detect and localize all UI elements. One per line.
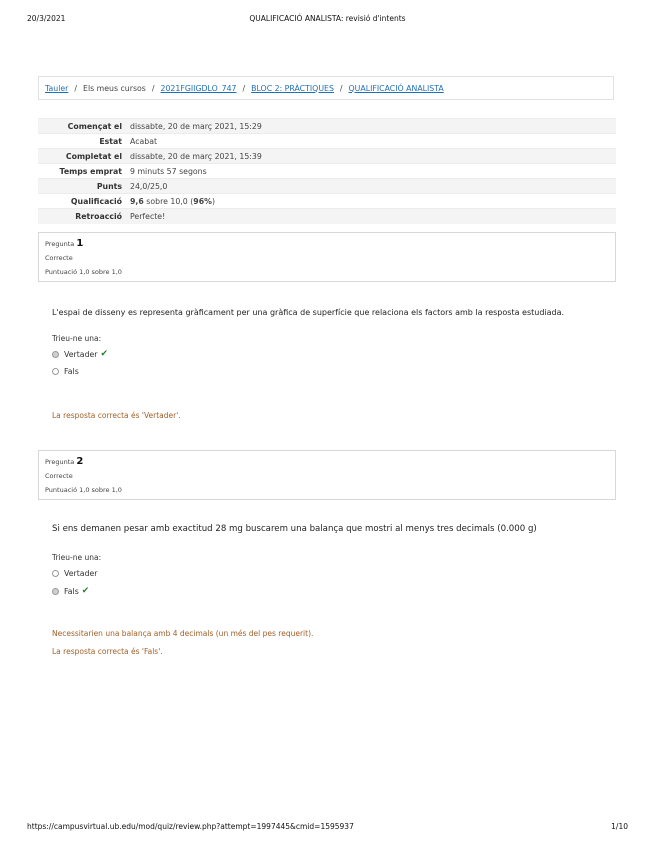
summary-label: Estat — [38, 134, 126, 149]
option-label: Fals — [64, 586, 79, 596]
question-1-text: L'espai de disseny es representa gràficament per una gràfica de superfície que relaciona els factors amb la resposta estudiada. — [52, 308, 565, 317]
question-number: 2 — [76, 456, 84, 467]
print-url: https://campusvirtual.ub.edu/mod/quiz/review.php?attempt=1997445&cmid=1595937 — [27, 822, 354, 831]
breadcrumb-link-section[interactable]: BLOC 2: PRÀCTIQUES — [251, 83, 334, 93]
radio-unselected[interactable] — [52, 570, 59, 577]
summary-row — [38, 134, 616, 149]
summary-row — [38, 149, 616, 164]
question-1-prompt: Trieu-ne una: — [52, 334, 102, 343]
radio-selected[interactable] — [52, 351, 59, 358]
summary-label: Temps emprat — [38, 164, 126, 179]
question-mark: Puntuació 1,0 sobre 1,0 — [45, 486, 122, 494]
question-number: 1 — [76, 238, 84, 249]
attempt-summary-table — [38, 118, 616, 224]
summary-value: Acabat — [126, 134, 616, 149]
summary-value: Perfecte! — [126, 209, 616, 224]
summary-value: dissabte, 20 de març 2021, 15:39 — [126, 149, 616, 164]
question-state: Correcte — [45, 472, 73, 480]
breadcrumb-item-courses: Els meus cursos — [83, 83, 146, 93]
print-date: 20/3/2021 — [27, 14, 66, 23]
summary-row — [38, 194, 616, 209]
summary-label: Punts — [38, 179, 126, 194]
question-1-option-fals[interactable] — [52, 367, 79, 376]
summary-row — [38, 164, 616, 179]
question-2-right-answer: La resposta correcta és 'Fals'. — [52, 647, 163, 656]
question-2-text: Si ens demanen pesar amb exactitud 28 mg buscarem una balança que mostri al menys tres decimals (0.000 g) — [52, 524, 537, 534]
question-label: Pregunta — [45, 240, 75, 248]
summary-label: Retroacció — [38, 209, 126, 224]
option-label: Fals — [64, 367, 79, 376]
question-mark: Puntuació 1,0 sobre 1,0 — [45, 268, 122, 276]
option-label: Vertader — [64, 349, 98, 359]
question-1-right-answer: La resposta correcta és 'Vertader'. — [52, 411, 181, 420]
check-icon: ✔ — [81, 586, 90, 596]
question-2-option-vertader[interactable] — [52, 569, 98, 578]
question-2-prompt: Trieu-ne una: — [52, 553, 102, 562]
grade-value: 9,6 sobre 10,0 (96%) — [126, 194, 616, 209]
summary-row — [38, 179, 616, 194]
summary-value: 9 minuts 57 segons — [126, 164, 616, 179]
summary-row — [38, 119, 616, 134]
radio-selected[interactable] — [52, 588, 59, 595]
summary-value: dissabte, 20 de març 2021, 15:29 — [126, 119, 616, 134]
summary-label: Completat el — [38, 149, 126, 164]
option-label: Vertader — [64, 569, 98, 578]
question-1-option-vertader[interactable] — [52, 349, 108, 359]
breadcrumb-link-course[interactable]: 2021FGIIGDLO_747 — [160, 83, 237, 93]
question-2-general-feedback: Necessitarien una balança amb 4 decimals (un més del pes requerit). — [52, 629, 314, 638]
breadcrumb: Tauler / Els meus cursos / 2021FGIIGDLO_747 / BLOC 2: PRÀCTIQUES / QUALIFICACIÓ ANALISTA — [38, 76, 614, 100]
check-icon: ✔ — [100, 349, 109, 359]
question-2-info — [38, 450, 616, 500]
summary-row — [38, 209, 616, 224]
print-title: QUALIFICACIÓ ANALISTA: revisió d'intents — [249, 14, 406, 23]
radio-unselected[interactable] — [52, 368, 59, 375]
question-state: Correcte — [45, 254, 73, 262]
summary-label: Qualificació — [38, 194, 126, 209]
summary-label: Començat el — [38, 119, 126, 134]
summary-value: 24,0/25,0 — [126, 179, 616, 194]
question-label: Pregunta — [45, 458, 75, 466]
breadcrumb-link-tauler[interactable]: Tauler — [45, 83, 69, 93]
question-1-info — [38, 232, 616, 282]
breadcrumb-link-quiz[interactable]: QUALIFICACIÓ ANALISTA — [348, 83, 444, 93]
question-2-option-fals[interactable] — [52, 586, 89, 596]
page-number: 1/10 — [611, 822, 628, 831]
